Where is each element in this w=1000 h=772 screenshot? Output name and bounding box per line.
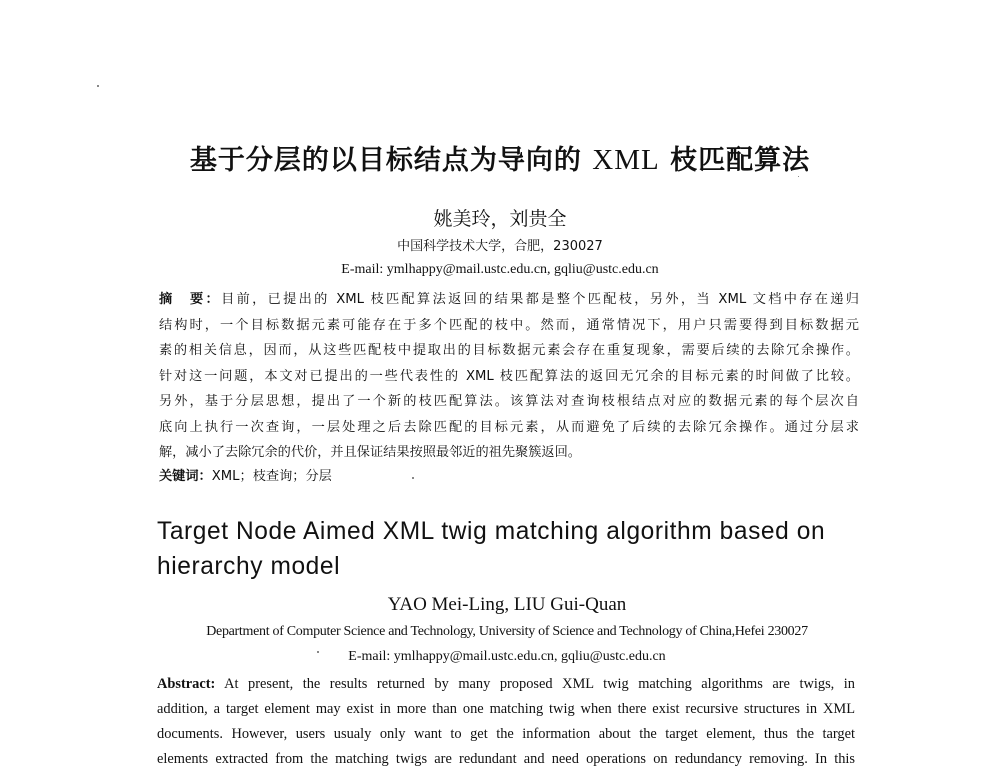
chinese-affiliation: 中国科学技术大学，合肥，230027 xyxy=(397,239,603,254)
abstract-line-text: At present, the results returned by many proposed XML twig matching algorithms are twigs, in xyxy=(215,676,855,692)
scan-speck xyxy=(412,477,414,479)
abstract-line: 针对这一问题，本文对已提出的一些代表性的 XML 枝匹配算法的返回无冗余的目标元素的时间做了比较。 xyxy=(159,368,859,384)
chinese-authors: 姚美玲，刘贵全 xyxy=(433,208,567,230)
chinese-abstract-label: 摘 要： xyxy=(159,292,222,307)
english-email: E-mail: ymlhappy@mail.ustc.edu.cn, gqliu@ustc.edu.cn xyxy=(348,649,666,664)
english-affiliation: Department of Computer Science and Technology, University of Science and Technology of China,Hefei 230027 xyxy=(206,624,808,639)
chinese-email: E-mail: ymlhappy@mail.ustc.edu.cn, gqliu@ustc.edu.cn xyxy=(341,262,659,277)
abstract-line: 另外，基于分层思想，提出了一个新的枝匹配算法。该算法对查询枝根结点对应的数据元素的每个层次自 xyxy=(159,394,859,409)
abstract-line: addition, a target element may exist in more than one matching twig when there exist recursive structures in XML xyxy=(157,701,855,717)
abstract-line xyxy=(159,287,859,313)
abstract-line: elements extracted from the matching twigs are redundant and need operations on redundancy removing. In this xyxy=(157,751,855,767)
chinese-keywords-value: XML；枝查询；分层 xyxy=(211,469,332,484)
english-authors: YAO Mei-Ling, LIU Gui-Quan xyxy=(387,594,627,615)
english-abstract-label: Abstract: xyxy=(157,676,216,692)
abstract-line: 素的相关信息，因而，从这些匹配枝中提取出的目标数据元素会存在重复现象，需要后续的去除冗余操作。 xyxy=(159,343,859,358)
chinese-title-latin: XML xyxy=(592,144,660,176)
abstract-line: 底向上执行一次查询，一层处理之后去除匹配的目标元素，从而避免了后续的去除冗余操作。通过分层求 xyxy=(159,419,859,435)
chinese-keywords xyxy=(159,465,332,484)
chinese-title-prefix: 基于分层的以目标结点为导向的 xyxy=(189,145,582,176)
chinese-title-suffix: 枝匹配算法 xyxy=(670,145,811,176)
english-title xyxy=(157,514,853,584)
chinese-title xyxy=(0,138,1000,177)
abstract-line: 结构时，一个目标数据元素可能存在于多个匹配的枝中。然而，通常情况下，用户只需要得到目标数据元 xyxy=(159,317,859,333)
chinese-keywords-label: 关键词： xyxy=(159,469,212,484)
abstract-line: documents. However, users usualy only want to get the information about the target element, thus the target xyxy=(157,726,855,742)
chinese-abstract xyxy=(159,287,859,466)
abstract-line xyxy=(157,672,855,697)
abstract-line-text: 目前，已提出的 XML 枝匹配算法返回的结果都是整个匹配枝，另外，当 XML 文档中存在递归 xyxy=(221,292,859,307)
abstract-line: 解，减小了去除冗余的代价，并且保证结果按照最邻近的祖先聚簇返回。 xyxy=(159,445,581,460)
scan-speck xyxy=(97,85,99,87)
english-title-line-2: hierarchy model xyxy=(157,552,341,580)
english-abstract xyxy=(157,672,855,772)
english-title-line-1: Target Node Aimed XML twig matching algorithm based on xyxy=(157,517,826,545)
